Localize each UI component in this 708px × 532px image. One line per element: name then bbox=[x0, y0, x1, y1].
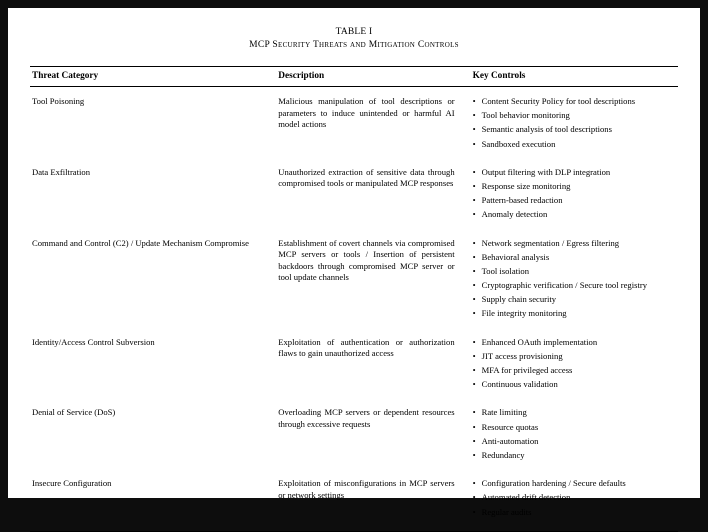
threat-category-cell: Denial of Service (DoS) bbox=[32, 407, 116, 418]
controls-list bbox=[473, 478, 672, 518]
description-cell bbox=[276, 228, 470, 327]
column-header-key-controls: Key Controls bbox=[471, 67, 678, 87]
control-item: • Continuous validation bbox=[473, 379, 672, 391]
table-row bbox=[30, 397, 678, 468]
control-item: • Tool isolation bbox=[473, 266, 672, 278]
table-caption bbox=[30, 26, 678, 52]
description-cell bbox=[276, 157, 470, 228]
threat-category-cell: Insecure Configuration bbox=[32, 478, 112, 489]
paper-page bbox=[8, 8, 700, 517]
control-item: • Semantic analysis of tool descriptions bbox=[473, 124, 672, 136]
control-item: • Regular audits bbox=[473, 507, 672, 519]
column-header-description: Description bbox=[276, 67, 470, 87]
table-number: TABLE I bbox=[335, 27, 373, 37]
control-item: • Response size monitoring bbox=[473, 181, 672, 193]
control-item: • Behavioral analysis bbox=[473, 252, 672, 264]
control-item: • Sandboxed execution bbox=[473, 139, 672, 151]
threat-category-cell: Data Exfiltration bbox=[32, 166, 90, 177]
description-text: Malicious manipulation of tool descriptions or parameters to induce unintended or harmful AI model actions bbox=[278, 96, 455, 130]
column-header-threat-category: Threat Category bbox=[30, 67, 276, 87]
key-controls-cell bbox=[471, 327, 678, 398]
controls-list bbox=[473, 238, 672, 321]
threats-table bbox=[30, 66, 678, 531]
key-controls-cell bbox=[471, 228, 678, 327]
controls-list bbox=[473, 96, 672, 150]
control-item: • Redundancy bbox=[473, 450, 672, 462]
threat-category-cell: Identity/Access Control Subversion bbox=[32, 336, 155, 347]
control-item: • MFA for privileged access bbox=[473, 365, 672, 377]
controls-list bbox=[473, 167, 672, 221]
control-item: • JIT access provisioning bbox=[473, 351, 672, 363]
control-item: • Pattern-based redaction bbox=[473, 195, 672, 207]
description-cell bbox=[276, 468, 470, 531]
control-item: • Output filtering with DLP integration bbox=[473, 167, 672, 179]
table-row bbox=[30, 327, 678, 398]
key-controls-cell bbox=[471, 397, 678, 468]
controls-list bbox=[473, 337, 672, 391]
key-controls-cell bbox=[471, 87, 678, 157]
control-item: • Enhanced OAuth implementation bbox=[473, 337, 672, 349]
threat-category-cell: Command and Control (C2) / Update Mechanism Compromise bbox=[32, 237, 249, 248]
description-text: Establishment of covert channels via compromised MCP servers or tools / Insertion of persistent backdoors through compromised MCP server or tool update channels bbox=[278, 237, 455, 283]
description-cell bbox=[276, 397, 470, 468]
control-item: • Content Security Policy for tool descriptions bbox=[473, 96, 672, 108]
table-header bbox=[30, 67, 678, 87]
control-item: • Anti-automation bbox=[473, 436, 672, 448]
control-item: • Resource quotas bbox=[473, 422, 672, 434]
description-text: Overloading MCP servers or dependent resources through excessive requests bbox=[278, 407, 455, 429]
key-controls-cell bbox=[471, 468, 678, 531]
description-cell bbox=[276, 87, 470, 157]
table-row bbox=[30, 87, 678, 157]
description-text: Unauthorized extraction of sensitive data through compromised tools or manipulated MCP responses bbox=[278, 166, 455, 189]
table-row bbox=[30, 157, 678, 228]
table-row bbox=[30, 228, 678, 327]
table-body bbox=[30, 87, 678, 531]
control-item: • Tool behavior monitoring bbox=[473, 110, 672, 122]
control-item: • Supply chain security bbox=[473, 294, 672, 306]
table-title: MCP Security Threats and Mitigation Controls bbox=[249, 40, 459, 50]
control-item: • File integrity monitoring bbox=[473, 308, 672, 320]
key-controls-cell bbox=[471, 157, 678, 228]
description-cell bbox=[276, 327, 470, 398]
control-item: • Network segmentation / Egress filtering bbox=[473, 238, 672, 250]
controls-list bbox=[473, 407, 672, 461]
control-item: • Anomaly detection bbox=[473, 209, 672, 221]
control-item: • Automated drift detection bbox=[473, 492, 672, 504]
control-item: • Cryptographic verification / Secure tool registry bbox=[473, 280, 672, 292]
control-item: • Rate limiting bbox=[473, 407, 672, 419]
description-text: Exploitation of authentication or authorization flaws to gain unauthorized access bbox=[278, 336, 455, 359]
table-header-row bbox=[30, 67, 678, 87]
threat-category-cell: Tool Poisoning bbox=[32, 96, 85, 106]
control-item: • Configuration hardening / Secure defaults bbox=[473, 478, 672, 490]
description-text: Exploitation of misconfigurations in MCP servers or network settings bbox=[278, 478, 455, 500]
table-row bbox=[30, 468, 678, 531]
